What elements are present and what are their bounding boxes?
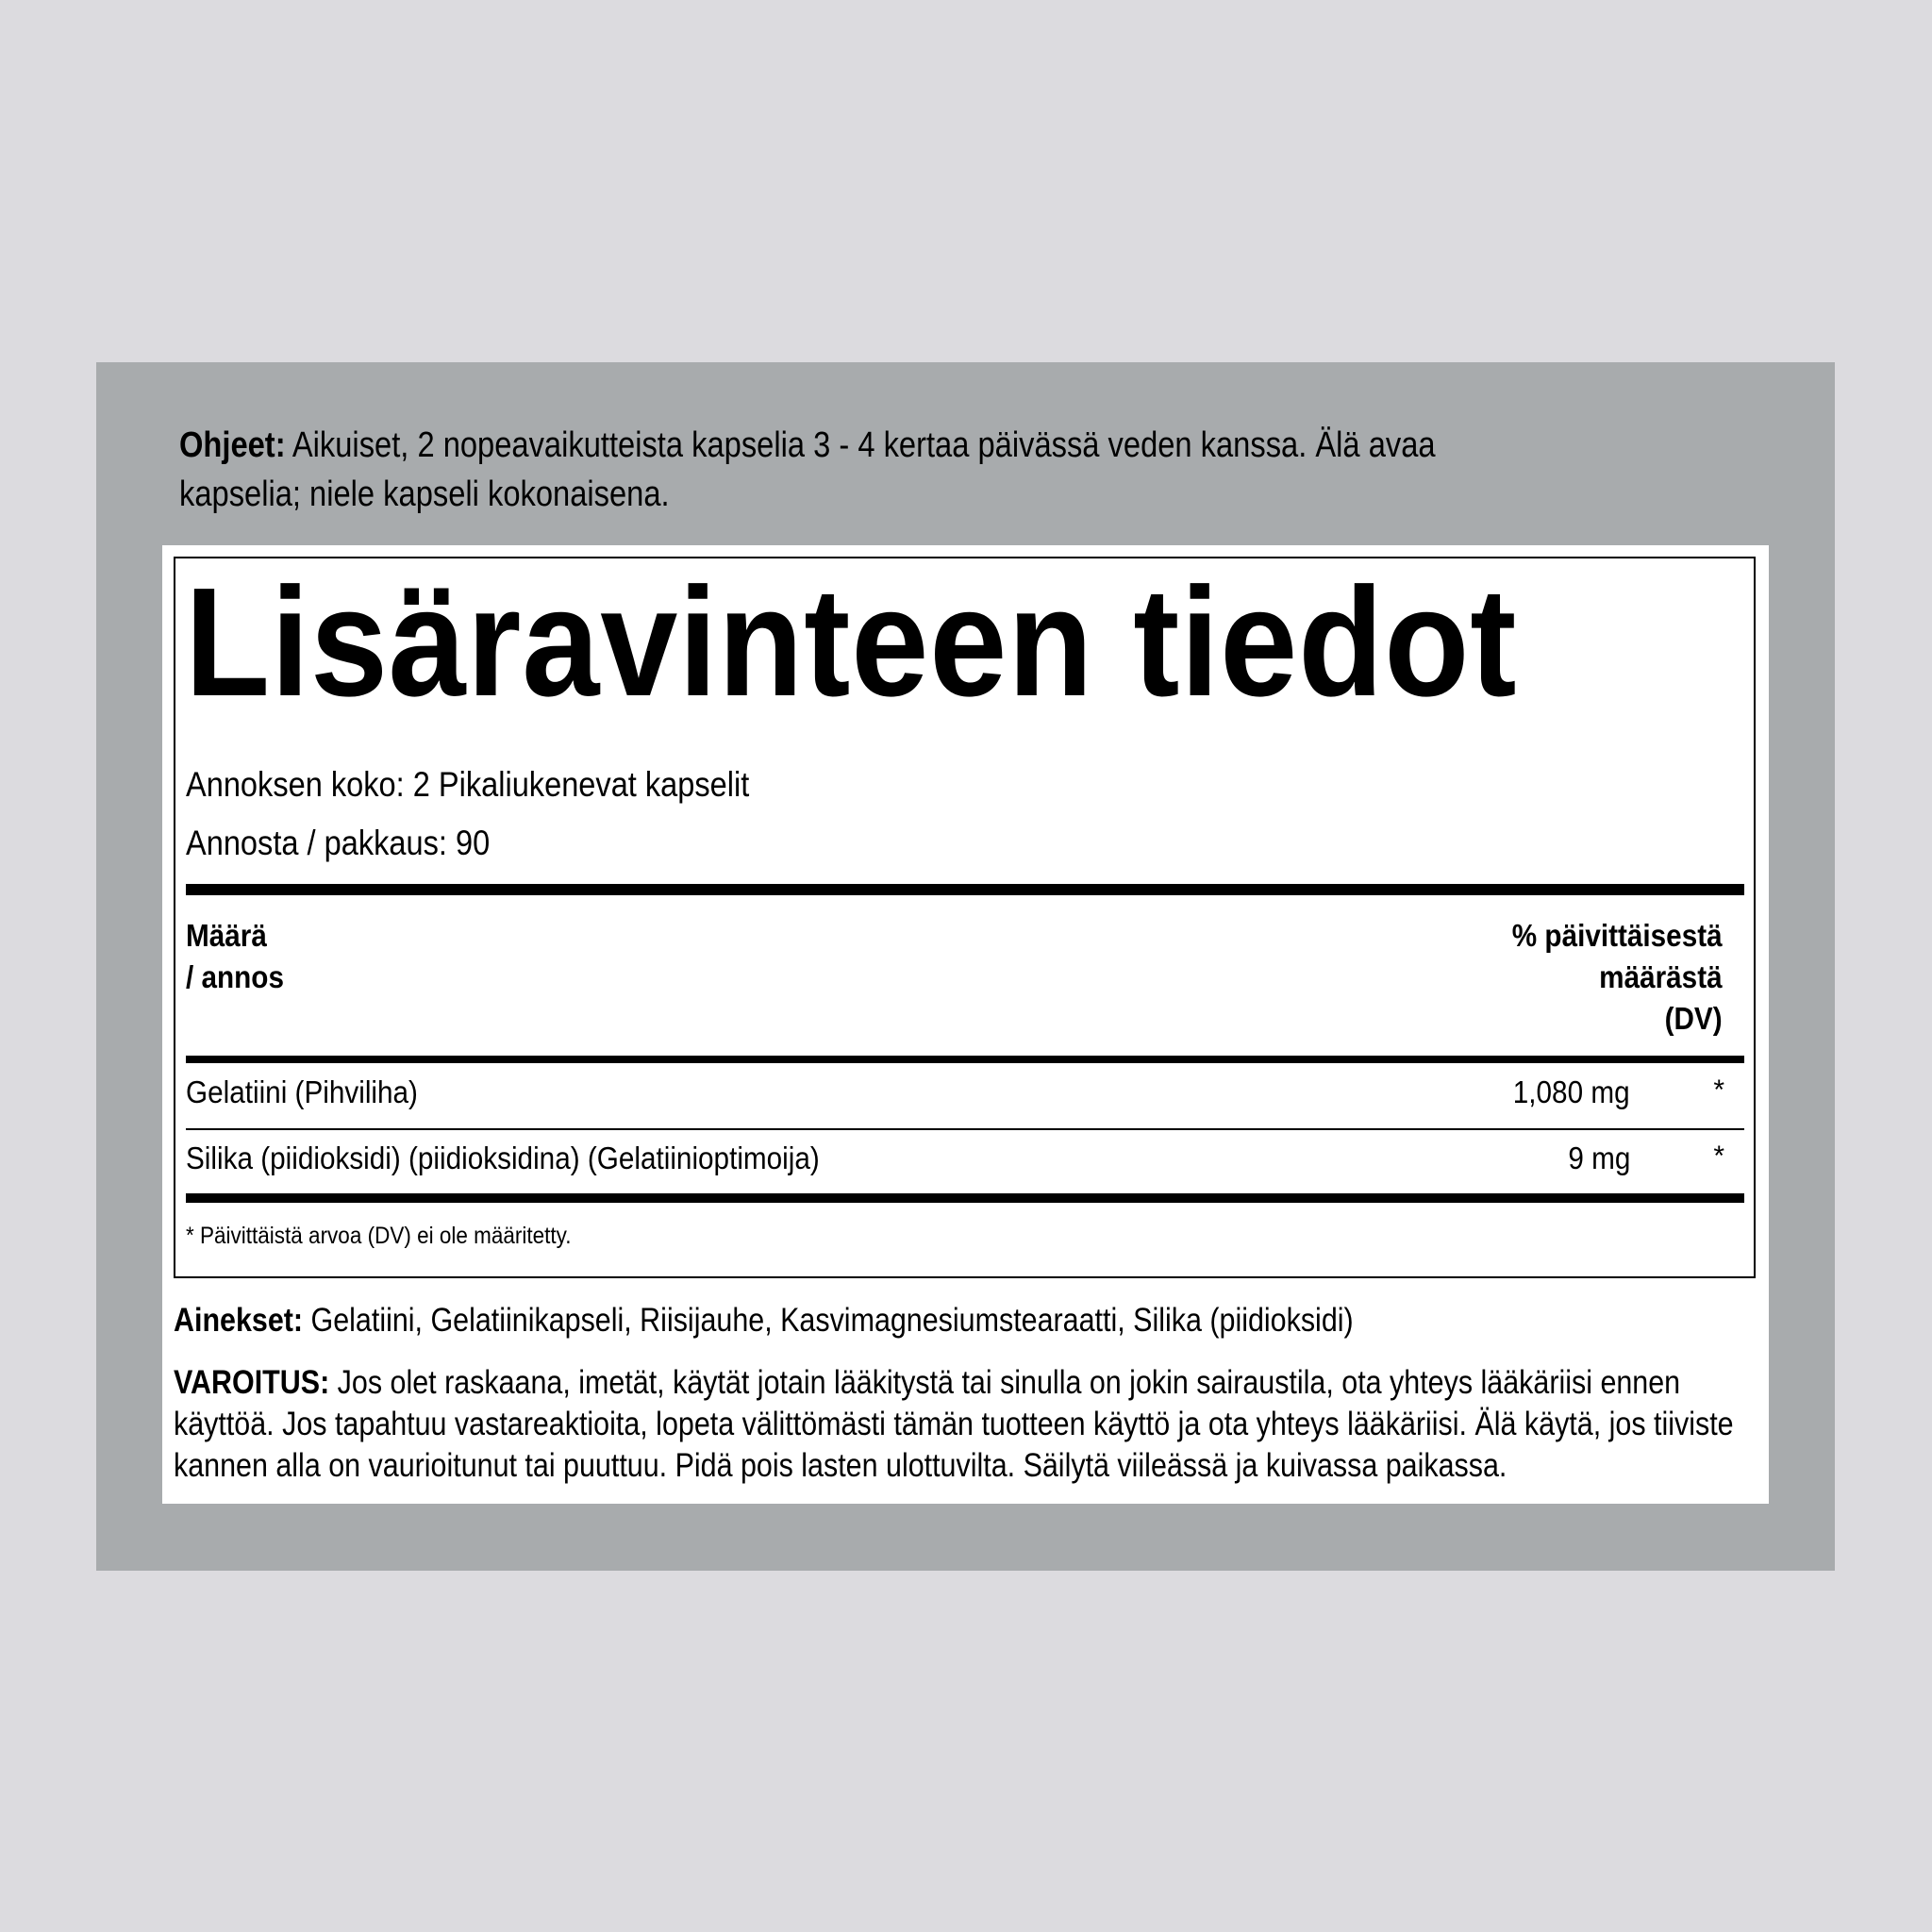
dv-header-line1: % päivittäisestä (1512, 918, 1723, 953)
thick-divider (186, 884, 1744, 895)
nutrient-row-name: Silika (piidioksidi) (piidioksidina) (Gelatiinioptimoija) (186, 1141, 820, 1175)
warning-text (174, 1362, 1749, 1487)
amount-per-serving-header (186, 915, 284, 998)
amount-header-line2: / annos (186, 959, 284, 994)
nutrient-row-dv: * (1713, 1074, 1724, 1106)
dv-header-line2: määrästä (1599, 959, 1723, 994)
ingredients-body: Gelatiini, Gelatiinikapseli, Riisijauhe, Kasvimagnesiumstearaatti, Silika (piidioksidi) (303, 1302, 1354, 1339)
nutrient-row-amount: 1,080 mg (1513, 1074, 1630, 1109)
thin-divider (186, 1128, 1744, 1130)
dv-header-line3: (DV) (1664, 1001, 1723, 1036)
directions-body: Aikuiset, 2 nopeavaikutteista kapselia 3 - 4 kertaa päivässä veden kanssa. Älä avaa kapselia; niele kapseli kokonaisena. (179, 425, 1436, 514)
facts-title: Lisäravinteen tiedot (185, 556, 1518, 728)
dv-footnote: * Päivittäistä arvoa (DV) ei ole määritetty. (186, 1223, 572, 1249)
warning-label: VAROITUS: (174, 1364, 330, 1401)
directions-label: Ohjeet: (179, 425, 286, 465)
daily-value-header (1512, 915, 1723, 1040)
ingredients-text (174, 1300, 1354, 1341)
ingredients-label: Ainekset: (174, 1302, 304, 1339)
medium-divider (186, 1056, 1744, 1063)
directions-text (179, 421, 1542, 519)
serving-size: Annoksen koko: 2 Pikaliukenevat kapselit (186, 765, 750, 804)
nutrient-row-dv: * (1713, 1141, 1724, 1172)
servings-per-container: Annosta / pakkaus: 90 (186, 824, 491, 862)
amount-header-line1: Määrä (186, 918, 267, 953)
nutrient-row-amount: 9 mg (1567, 1141, 1630, 1175)
warning-body: Jos olet raskaana, imetät, käytät jotain lääkitystä tai sinulla on jokin sairaustila, ota yhteys lääkäriisi ennen käyttöä. Jos tapahtuu vastareaktioita, lopeta välittömästi tämän tuotteen käyttö ja ota yhteys lääkäriisi. Älä käytä, jos tiiviste kannen alla on vaurioitunut tai puuttuu. Pidä pois lasten ulottuvilta. Säilytä viileässä ja kuivassa paikassa. (174, 1364, 1734, 1484)
thick-divider (186, 1193, 1744, 1203)
nutrient-row-name: Gelatiini (Pihviliha) (186, 1074, 418, 1109)
